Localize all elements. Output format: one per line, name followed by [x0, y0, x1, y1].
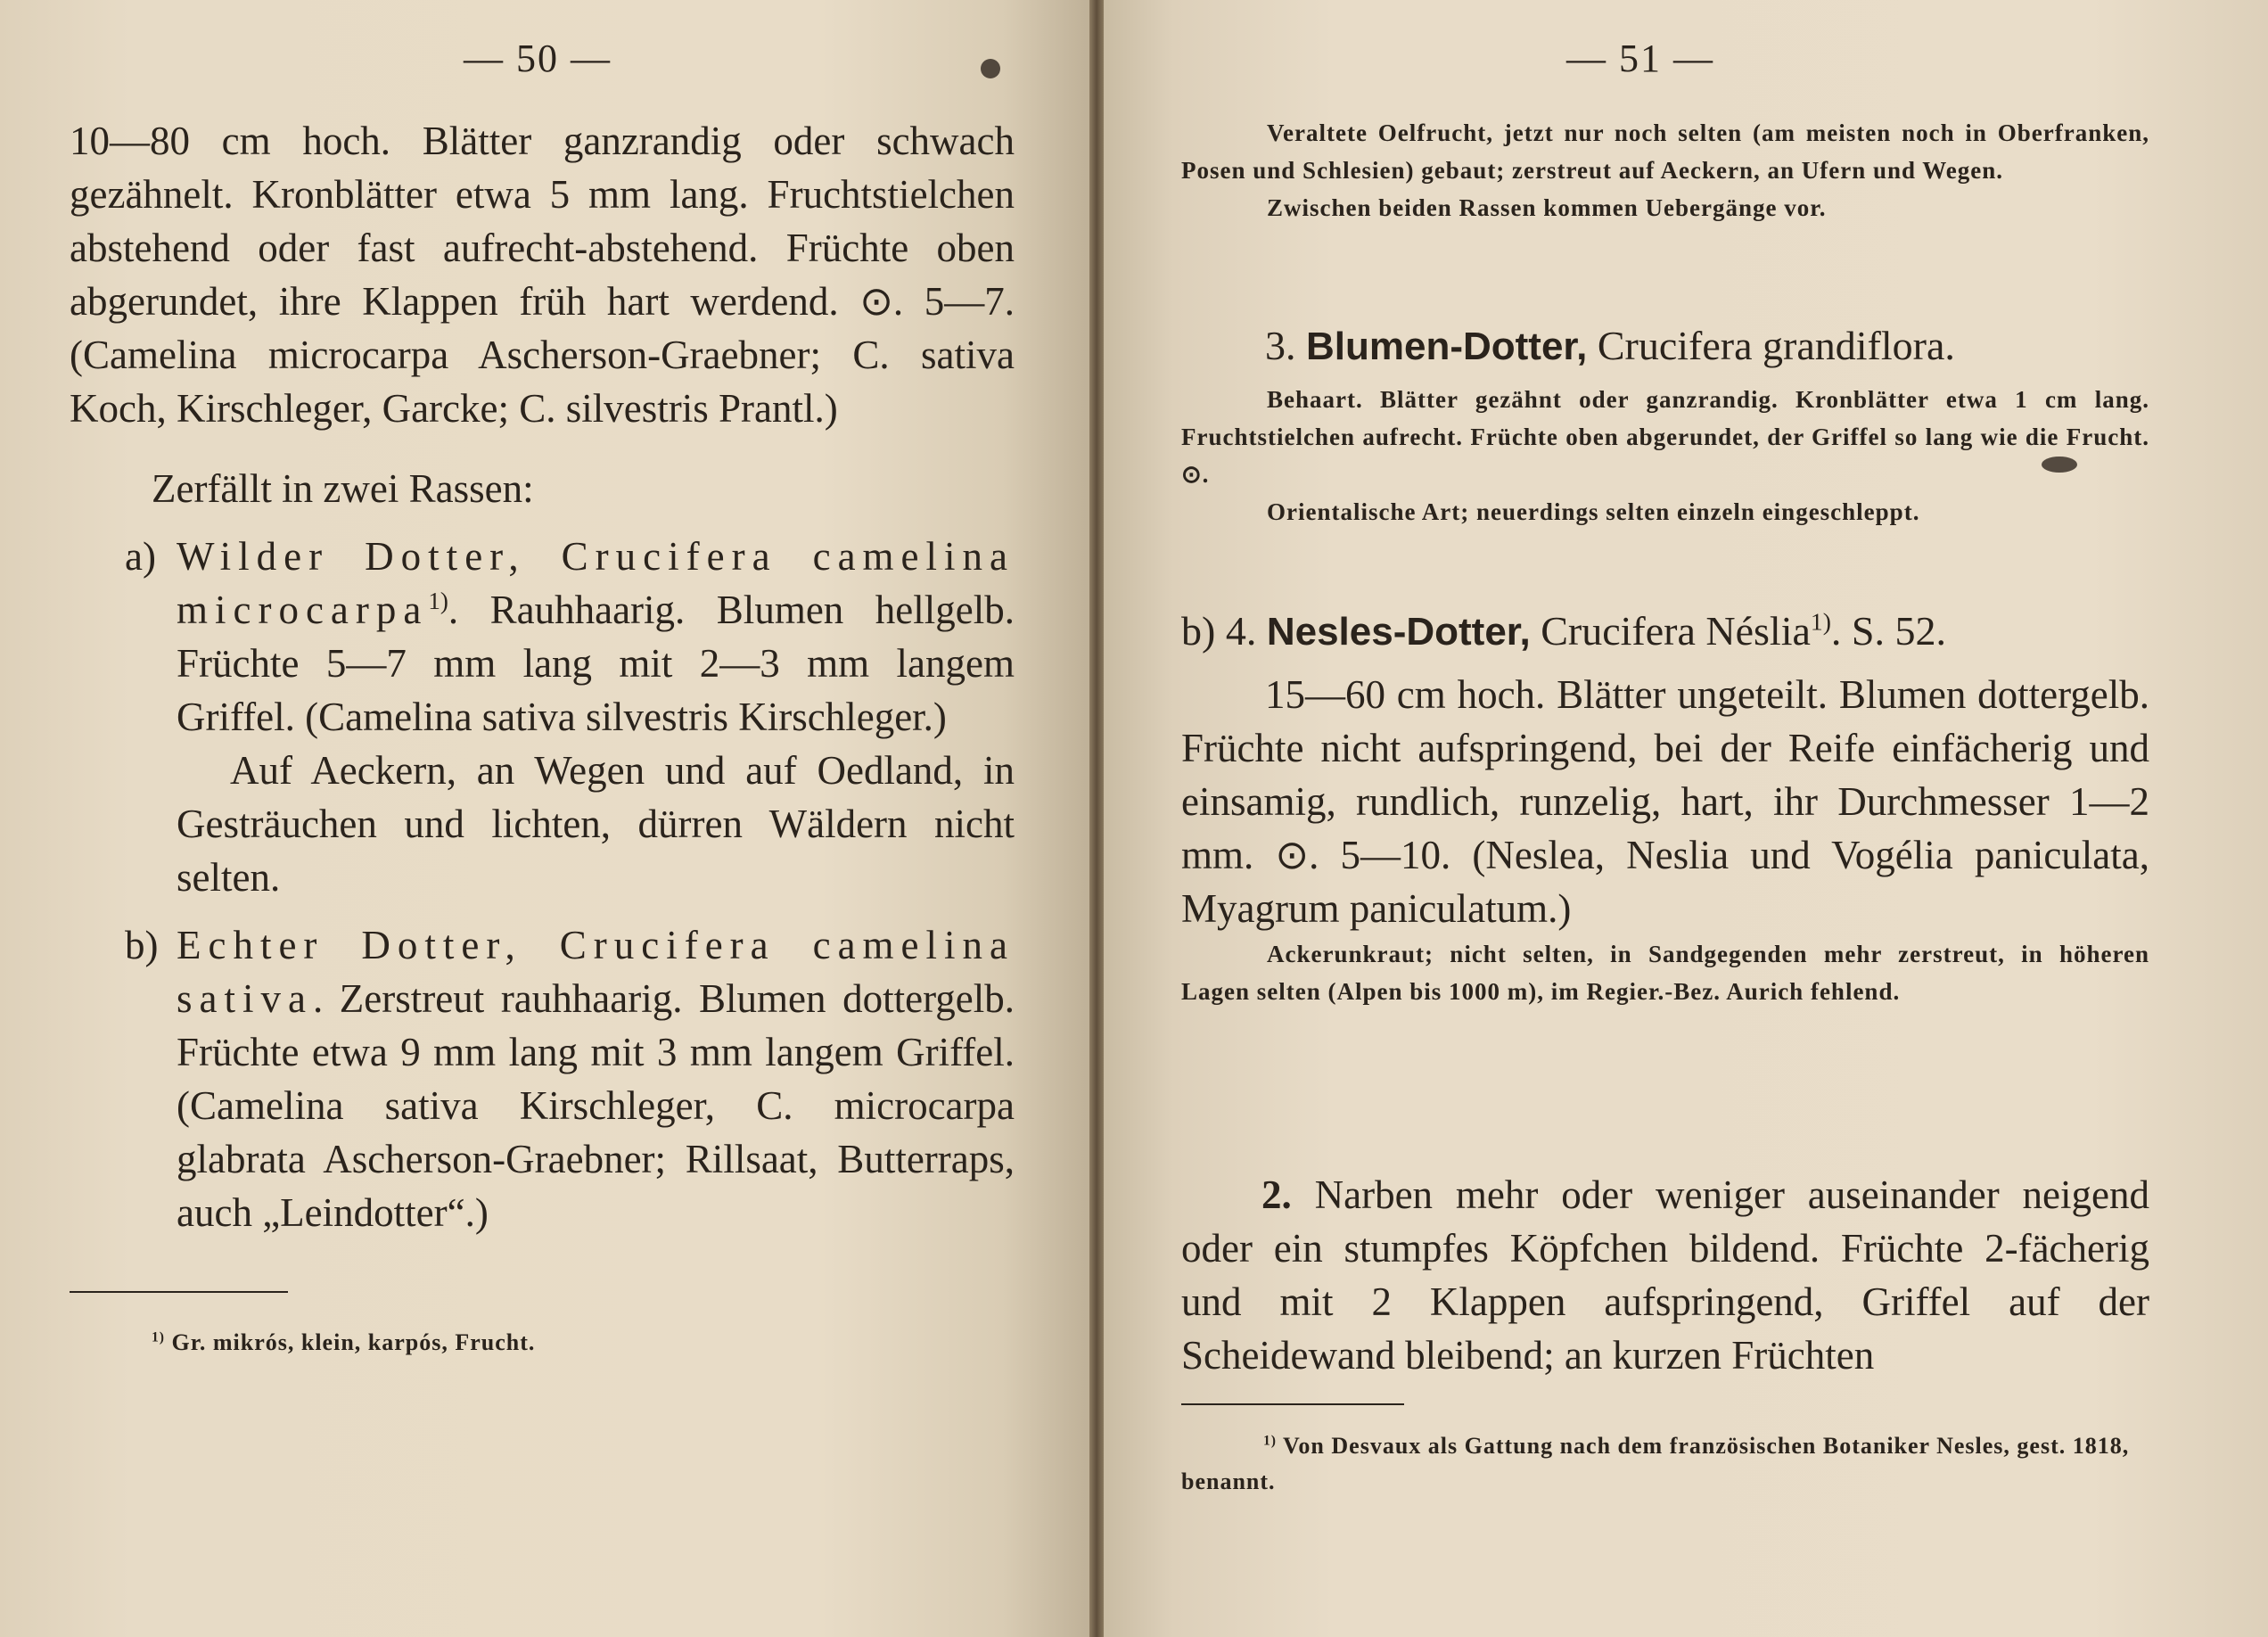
footnote-left-ref: 1) — [152, 1329, 165, 1345]
footnote-rule-right — [1181, 1403, 1404, 1405]
transition-note: Zwischen beiden Rassen kommen Uebergänge vor. — [1267, 194, 1827, 221]
section-3-name: Blumen-Dotter, — [1306, 325, 1588, 368]
section-2-text: Narben mehr oder weniger auseinander neigend oder ein stumpfes Köpfchen bildend. Früchte 2-fächerig und mit 2 Klappen aufspringend, Griffel auf der Scheidewand bleibend; an kurzen Früchten — [1181, 1172, 2150, 1378]
race-item-a — [70, 530, 1015, 744]
ink-spot — [981, 59, 1000, 78]
section-3 — [1181, 319, 2149, 531]
page-number-left: — 50 — — [464, 37, 612, 80]
section-4-description: 15—60 cm hoch. Blätter ungeteilt. Blumen dottergelb. Früchte nicht aufspringend, bei der Reife einfächerig und einsamig, rundlich, runzelig, hart, ihr Durchmesser 1—2 mm. ⊙. 5—10. (Neslea, Neslia und Vogélia paniculata, Myagrum paniculatum.) — [1181, 672, 2149, 931]
race-a-footnote-ref: 1) — [428, 588, 448, 614]
footnote-right-area — [1181, 1403, 2149, 1500]
section-4-footnote-ref: 1) — [1810, 607, 1831, 636]
section-4-occurrence: Ackerunkraut; nicht selten, in Sandgegenden mehr zerstreut, in höheren Lagen selten (Alpen bis 1000 m), im Regier.-Bez. Aurich fehlend. — [1181, 941, 2149, 1005]
footnote-right-ref: 1) — [1263, 1433, 1277, 1449]
oil-crop-note: Veraltete Oelfrucht, jetzt nur noch selten (am meisten noch in Oberfranken, Posen und Schlesien) gebaut; zerstreut auf Aeckern, an Ufern und Wegen. — [1181, 119, 2149, 184]
section-4 — [1181, 605, 2149, 1010]
section-4-latin: Crucifera Néslia — [1541, 608, 1811, 654]
left-page — [0, 0, 1089, 1637]
race-b-text: . Zerstreut rauhhaarig. Blumen dottergelb. Früchte etwa 9 mm lang mit 3 mm langem Griffel. (Camelina sativa Kirschleger, C. microcarpa glabrata Ascherson-Graebner; Rillsaat, Butterraps, auch „Leindotter“.) — [177, 976, 1015, 1235]
section-3-number: 3. — [1265, 323, 1296, 368]
race-b-marker: b) — [125, 923, 159, 967]
section-2-paragraph — [1181, 1168, 2149, 1382]
section-4-heading — [1181, 605, 2149, 659]
section-3-description: Behaart. Blätter gezähnt oder ganzrandig. Kronblätter etwa 1 cm lang. Fruchtstielchen aufrecht. Früchte oben abgerundet, der Griffel so lang wie die Frucht. ⊙. — [1181, 386, 2149, 488]
book-gutter — [1089, 0, 1104, 1637]
footnote-rule-left — [70, 1291, 288, 1293]
footnote-left — [70, 1325, 1015, 1361]
race-b-name: Echter Dotter, Crucifera camelina sativa — [177, 923, 1015, 1021]
race-a-name: Wilder Dotter, Crucifera camelina microcarpa — [177, 534, 1015, 632]
section-4-name: Nesles-Dotter, — [1266, 610, 1531, 654]
page-number-right: — 51 — — [1566, 37, 1714, 80]
section-4-prefix: b) 4. — [1181, 608, 1257, 654]
right-page-top — [1181, 114, 2149, 226]
section-2-number: 2. — [1261, 1172, 1292, 1217]
race-item-b — [70, 918, 1015, 1239]
section-3-heading — [1181, 319, 2149, 374]
races-intro: Zerfällt in zwei Rassen: — [152, 466, 534, 511]
footnote-left-text: Gr. mikrós, klein, karpós, Frucht. — [171, 1329, 536, 1355]
left-page-body — [70, 114, 1015, 1361]
race-a-habitat: Auf Aeckern, an Wegen und auf Oedland, in Gesträuchen und lichten, dürren Wäldern nicht selten. — [177, 748, 1015, 900]
section-2 — [1181, 1168, 2149, 1382]
section-4-page-ref: . S. 52. — [1830, 608, 1946, 654]
race-a-marker: a) — [125, 534, 156, 579]
continuation-paragraph: 10—80 cm hoch. Blätter ganzrandig oder schwach gezähnelt. Kronblätter etwa 5 mm lang. Fruchtstielchen abstehend oder fast aufrecht-abstehend. Früchte oben abgerundet, ihre Klappen früh hart werdend. ⊙. 5—7. (Camelina microcarpa Ascherson-Graebner; C. sativa Koch, Kirschleger, Garcke; C. silvestris Prantl.) — [70, 119, 1015, 431]
section-3-latin: Crucifera grandiflora. — [1597, 323, 1955, 368]
footnote-right — [1181, 1428, 2149, 1500]
section-3-occurrence: Orientalische Art; neuerdings selten einzeln eingeschleppt. — [1267, 498, 1920, 525]
footnote-right-text: Von Desvaux als Gattung nach dem französischen Botaniker Nesles, gest. 1818, benannt. — [1181, 1433, 2130, 1494]
race-a-text: . Rauhhaarig. Blumen hellgelb. Früchte 5—7 mm lang mit 2—3 mm langem Griffel. (Camelina sativa silvestris Kirschleger.) — [177, 588, 1015, 739]
